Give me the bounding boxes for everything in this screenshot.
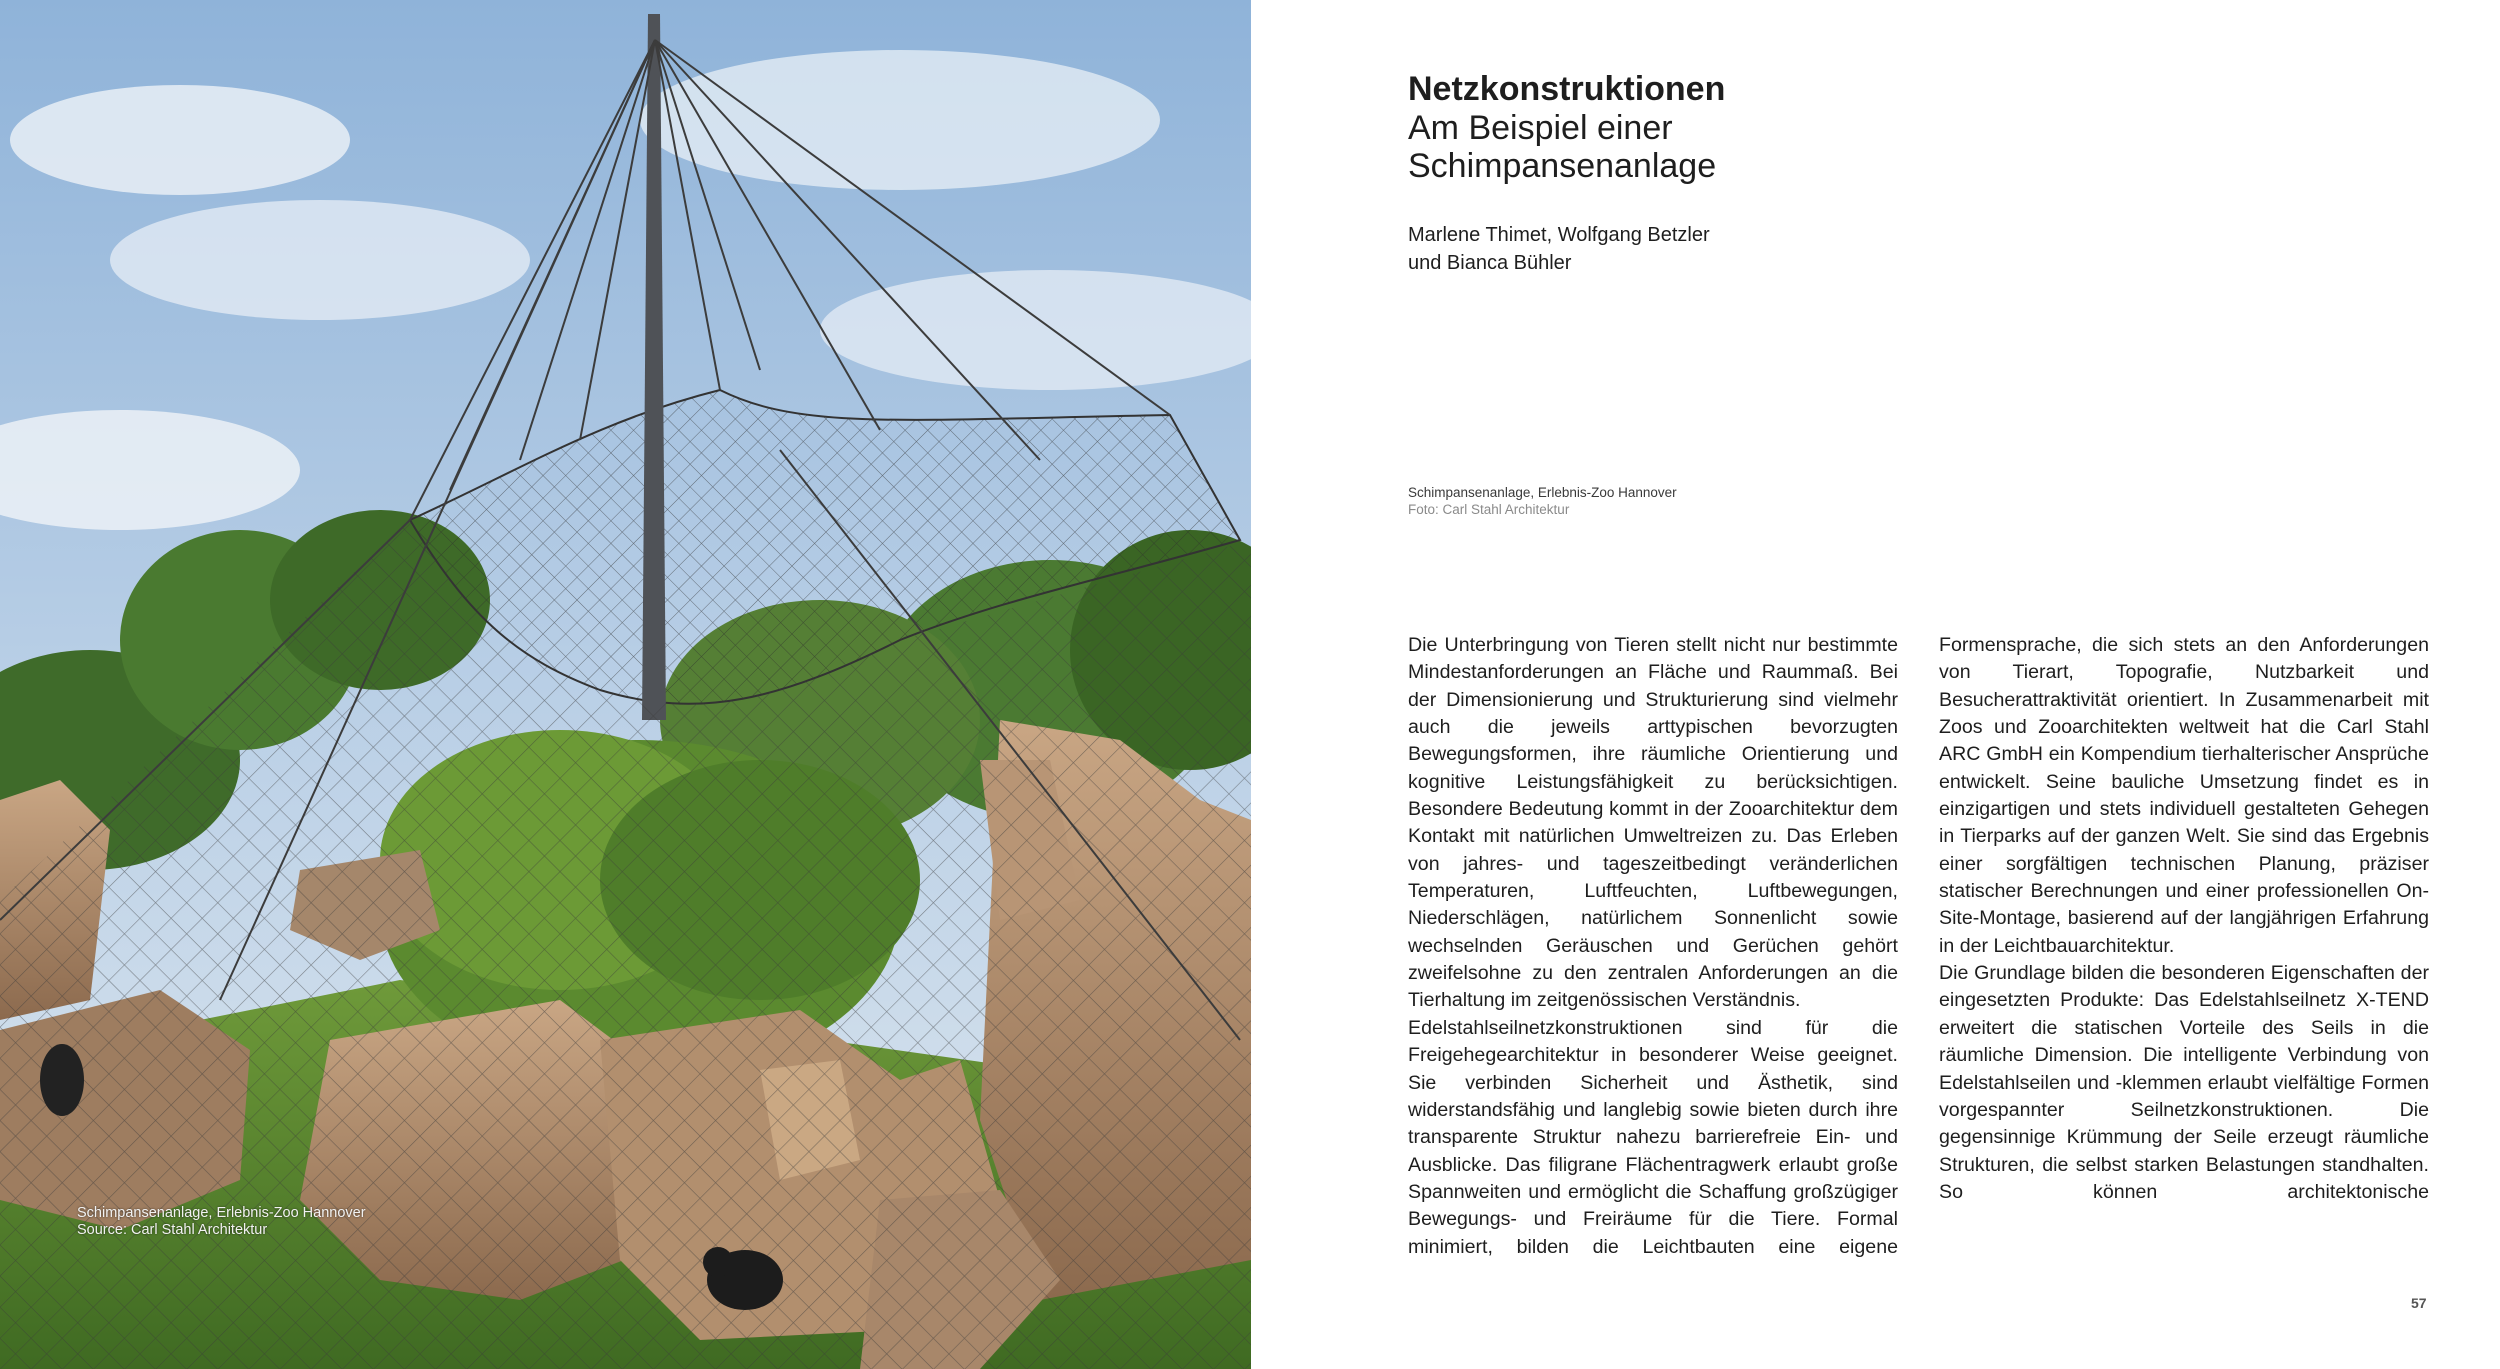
article-authors (1408, 221, 1908, 277)
body-paragraph-2: Edelstahlseilnetzkonstruktionen sind für die Freigehegearchitektur in besonderer Weise geeignet. Sie verbinden Sicherheit und Ästhetik, sind widerstandsfähig und langlebig sowie bieten durch ihre transparente Struktur nahezu barrierefreie Ein- und Ausblicke. Das filigrane Flächentragwerk erlaubt große Spannweiten und ermöglicht die Schaffung großzügiger Bewegungs- und Freiräume für die Tiere. Formal minimiert, bilden die Leichtbauten eine eigene (1408, 1016, 1898, 1258)
photo-caption-title: Schimpansenanlage, Erlebnis-Zoo Hannover (77, 1205, 366, 1221)
body-column-right (1939, 632, 2429, 1206)
body-paragraph-1: Die Unterbringung von Tieren stellt nicht nur bestimmte Mindestanforderungen an Fläche und Raummaß. Bei der Dimensionierung und Strukturierung sind vielmehr auch die jeweils arttypischen bevorzugten Bewegungsformen, ihre räumliche Orientierung und kognitive Leistungsfähigkeit zu berücksichtigen. Besondere Bedeutung kommt in der Zooarchitektur dem Kontakt mit natürlichen Umweltreizen zu. Das Erleben von jahres- und tageszeitbedingt veränderlichen Temperaturen, Luftfeuchten, Luftbewegungen, Niederschlägen, natürlichem Sonnenlicht sowie wechselnden Geräuschen und Gerüchen gehört zweifelsohne zu den zentralen Anforderungen an die Tierhaltung im zeitgenössischen Verständnis. (1408, 634, 1898, 1012)
figure-caption (1408, 484, 1908, 518)
subtitle-line-2: Schimpansenanlage (1408, 147, 1717, 185)
figure-caption-text: Schimpansenanlage, Erlebnis-Zoo Hannover (1408, 485, 1677, 500)
body-column-left (1408, 632, 1898, 1261)
authors-line-2: und Bianca Bühler (1408, 252, 1572, 274)
figure-credit: Foto: Carl Stahl Architektur (1408, 502, 1570, 517)
photo-caption-source: Source: Carl Stahl Architektur (77, 1222, 268, 1238)
article-page (1251, 0, 2500, 1369)
photo-caption (77, 1205, 366, 1239)
article-subtitle (1408, 109, 2008, 185)
subtitle-line-1: Am Beispiel einer (1408, 109, 1673, 147)
body-paragraph-2-continued: Formensprache, die sich stets an den Anforderungen von Tierart, Topografie, Nutzbarkeit und Besucherattraktivität orientiert. In Zusammenarbeit mit Zoos und Zooarchitekten weltweit hat die Carl Stahl ARC GmbH ein Kompendium tierhalterischer Ansprüche entwickelt. Seine bauliche Umsetzung findet es in einzigartigen und stets individuell gestalteten Gehegen in Tierparks auf der ganzen Welt. Sie sind das Ergebnis einer sorgfältigen technischen Planung, präziser statischer Berechnungen und einer professionellen On-Site-Montage, basierend auf der langjährigen Erfahrung in der Leichtbauarchitektur. (1939, 634, 2429, 957)
authors-line-1: Marlene Thimet, Wolfgang Betzler (1408, 224, 1710, 246)
page-number: 57 (2411, 1295, 2427, 1311)
body-paragraph-3: Die Grundlage bilden die besonderen Eigenschaften der eingesetzten Produkte: Das Edelstahlseilnetz X-TEND erweitert die statischen Vorteile des Seils in die räumliche Dimension. Die intelligente Verbindung von Edelstahlseilen und -klemmen erlaubt vielfältige Formen vorgespannter Seilnetzkonstruktionen. Die gegensinnige Krümmung der Seile erzeugt räumliche Strukturen, die selbst starken Belastungen standhalten. So können architektonische (1939, 962, 2429, 1203)
article-title: Netzkonstruktionen (1408, 70, 1726, 108)
